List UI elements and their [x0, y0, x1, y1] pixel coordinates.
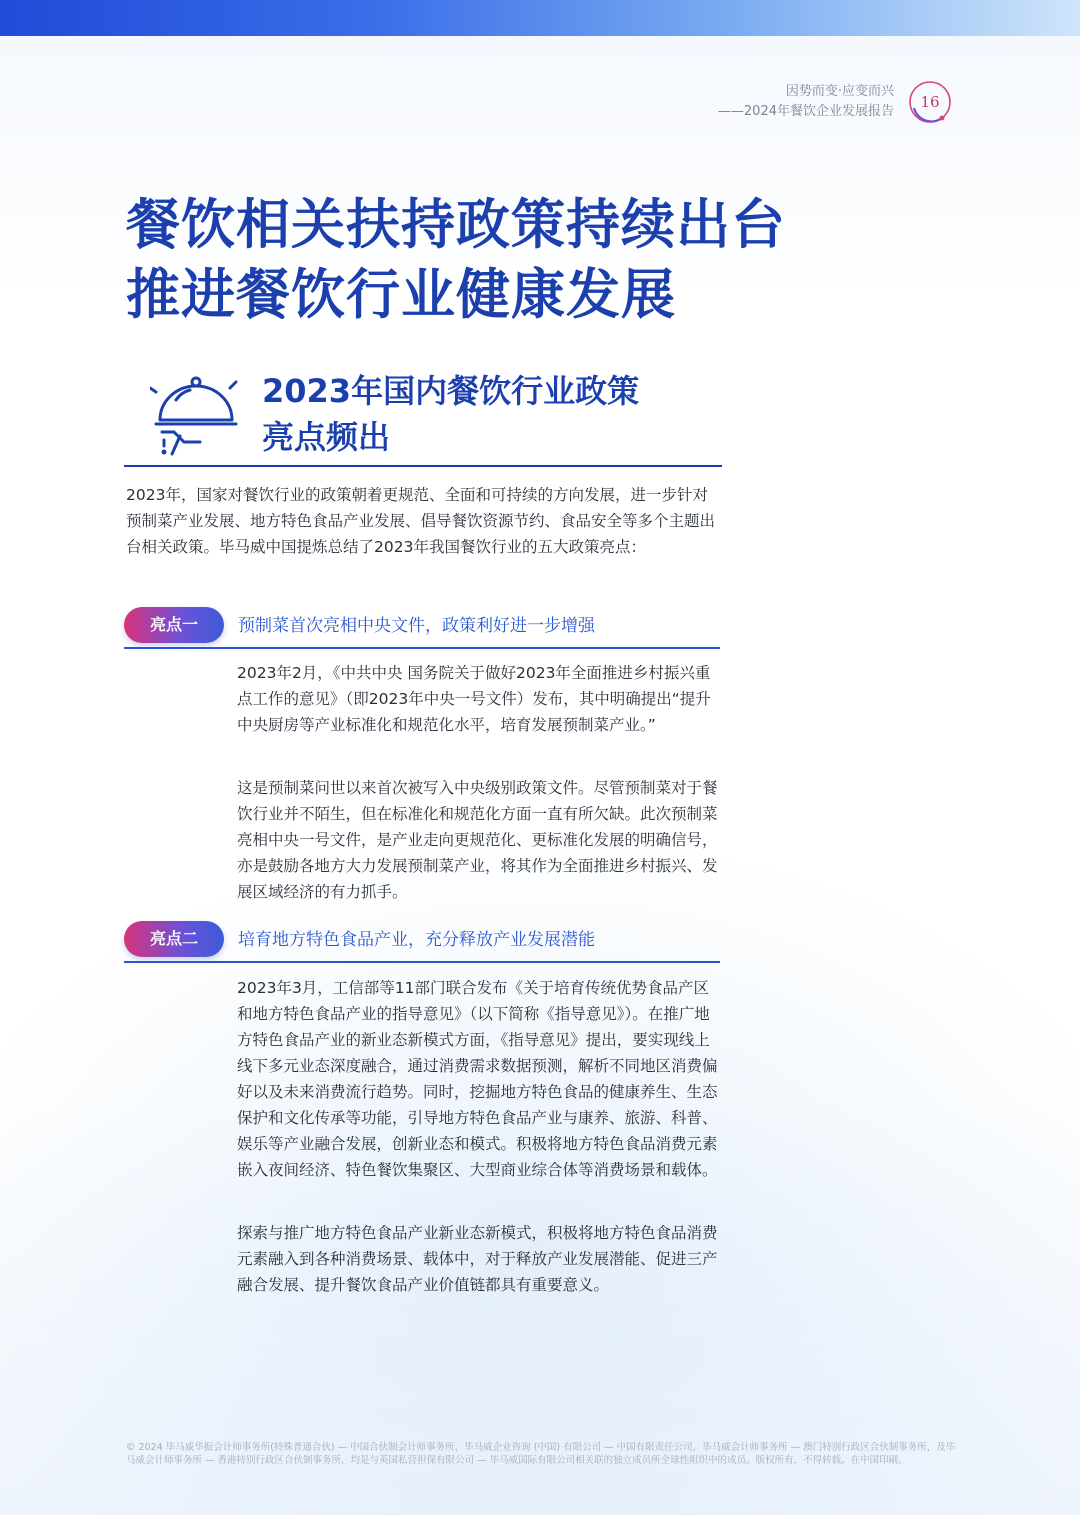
highlight-2-badge: 亮点二 — [124, 921, 224, 957]
report-header — [718, 82, 894, 122]
highlight-1-paragraph-2: 这是预制菜问世以来首次被写入中央级别政策文件。尽管预制菜对于餐饮行业并不陌生，但在标准化和规范化方面一直有所欠缺。此次预制菜亮相中央一号文件，是产业走向更规范化、更标准化发展的明确信号，亦是鼓励各地方大力发展预制菜产业，将其作为全面推进乡村振兴、发展区域经济的有力抓手。 — [237, 779, 718, 901]
top-gradient-band — [0, 0, 1080, 36]
highlight-2-paragraph-1: 2023年3月，工信部等11部门联合发布《关于培育传统优势食品产区和地方特色食品产业的指导意见》（以下简称《指导意见》）。在推广地方特色食品产业的新业态新模式方面，《指导意见》提出，要实现线上线下多元业态深度融合，通过消费需求数据预测，解析不同地区消费偏好以及未来消费流行趋势。同时，挖掘地方特色食品的健康养生、生态保护和文化传承等功能，引导地方特色食品产业与康养、旅游、科普、娱乐等产业融合发展，创新业态和模式。积极将地方特色食品消费元素嵌入夜间经济、特色餐饮集聚区、大型商业综合体等消费场景和载体。 — [237, 979, 718, 1179]
highlight-2-paragraph-2: 探索与推广地方特色食品产业新业态新模式，积极将地方特色食品消费元素融入到各种消费场景、载体中，对于释放产业发展潜能、促进三产融合发展、提升餐饮食品产业价值链都具有重要意义。 — [237, 1224, 718, 1294]
section-title — [262, 368, 639, 460]
copyright-footer: © 2024 毕马威华振会计师事务所(特殊普通合伙) — 中国合伙制会计师事务所，毕马威企业咨询 (中国) 有限公司 — 中国有限责任公司，毕马威会计师事务所 — 澳门特别行政区合伙制事务所，及毕马威会计师事务所 — 香港特别行政区合伙制事务所，均是与英国私营担保有限公司 — 毕马威国际有限公司相关联的独立成员所全球性组织中的成员。版权所有，不得转载。在中国印刷。 — [126, 1442, 956, 1466]
cloche-icon — [150, 368, 242, 460]
highlight-2-heading: 培育地方特色食品产业，充分释放产业发展潜能 — [238, 930, 595, 950]
page-number: 16 — [920, 93, 940, 111]
highlight-1-heading: 预制菜首次亮相中央文件，政策利好进一步增强 — [238, 616, 595, 636]
page-title-line2: 推进餐饮行业健康发展 — [126, 263, 676, 326]
header-slogan: 因势而变·应变而兴 — [785, 84, 894, 99]
intro-paragraph: 2023年，国家对餐饮行业的政策朝着更规范、全面和可持续的方向发展，进一步针对预制菜产业发展、地方特色食品产业发展、倡导餐饮资源节约、食品安全等多个主题出台相关政策。毕马威中国提炼总结了2023年我国餐饮行业的五大政策亮点： — [126, 486, 716, 556]
header-report-name: ——2024年餐饮企业发展报告 — [717, 104, 894, 119]
highlight-2-divider — [124, 961, 720, 963]
page-number-badge — [906, 78, 954, 126]
section-title-line2: 亮点频出 — [262, 418, 391, 456]
page-title — [126, 190, 786, 330]
section-title-line1: 2023年国内餐饮行业政策 — [262, 372, 640, 410]
section-divider — [124, 465, 722, 467]
page-title-line1: 餐饮相关扶持政策持续出台 — [126, 193, 786, 256]
highlight-1-divider — [124, 647, 720, 649]
highlight-1-badge: 亮点一 — [124, 607, 224, 643]
highlight-1-paragraph-1: 2023年2月，《中共中央 国务院关于做好2023年全面推进乡村振兴重点工作的意见》（即2023年中央一号文件）发布，其中明确提出“提升中央厨房等产业标准化和规范化水平，培育发展预制菜产业。” — [237, 664, 711, 734]
